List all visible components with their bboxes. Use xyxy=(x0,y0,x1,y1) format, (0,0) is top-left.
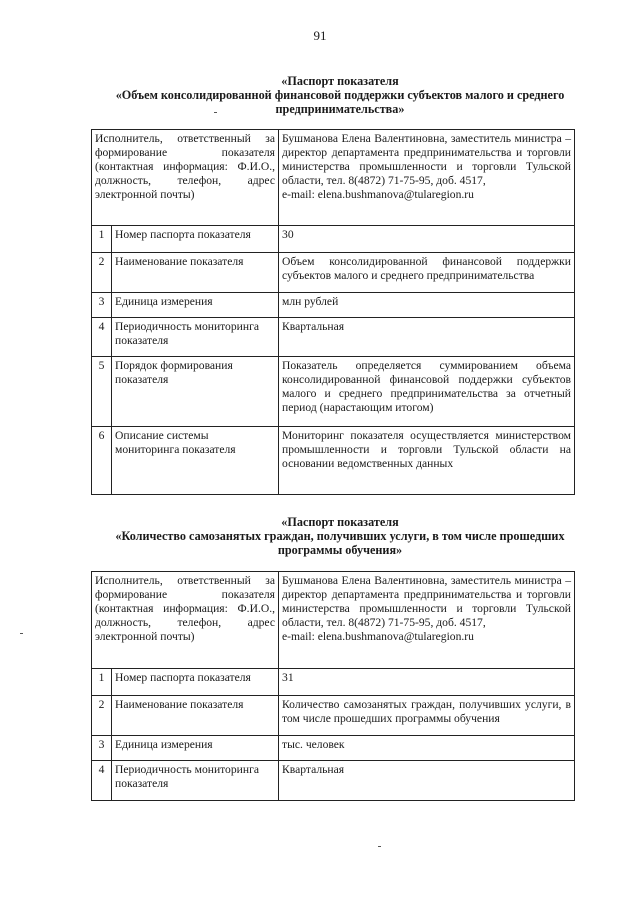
row-number: 6 xyxy=(92,427,112,495)
table-row xyxy=(92,293,575,318)
executor-row xyxy=(92,130,575,226)
table-row xyxy=(92,357,575,427)
passport-2-table xyxy=(91,571,575,801)
executor-contact: Бушманова Елена Валентиновна, заместитель министра – директор департамента предпринимательства и торговли министерства промышленности и торговли Тульской области, тел. 8(4872) 71-75-95, доб. 4517, xyxy=(282,574,571,629)
passport-1-heading-line1: «Паспорт показателя xyxy=(281,74,399,88)
row-number: 3 xyxy=(92,736,112,761)
executor-value xyxy=(279,130,575,226)
row-value: Показатель определяется суммированием объема консолидированной финансовой поддержки субъектов малого и среднего предпринимательства за отчетный период (нарастающим итогом) xyxy=(279,357,575,427)
row-value: Количество самозанятых граждан, получивших услуги, в том числе прошедших программы обучения xyxy=(279,696,575,736)
row-value: Объем консолидированной финансовой поддержки субъектов малого и среднего предпринимательства xyxy=(279,253,575,293)
row-label: Номер паспорта показателя xyxy=(112,226,279,253)
row-number: 2 xyxy=(92,696,112,736)
passport-1-heading-line3: предпринимательства» xyxy=(275,102,405,116)
row-value: 31 xyxy=(279,669,575,696)
scan-speck xyxy=(214,112,217,113)
passport-2-heading-line2: «Количество самозанятых граждан, получивших услуги, в том числе прошедших xyxy=(115,529,565,543)
table-row xyxy=(92,669,575,696)
passport-2-heading xyxy=(90,515,590,557)
row-number: 5 xyxy=(92,357,112,427)
row-label: Единица измерения xyxy=(112,293,279,318)
row-label: Единица измерения xyxy=(112,736,279,761)
row-label: Описание системы мониторинга показателя xyxy=(112,427,279,495)
scan-speck xyxy=(20,633,23,634)
page-number: 91 xyxy=(313,28,327,43)
row-label: Периодичность мониторинга показателя xyxy=(112,318,279,357)
row-label: Номер паспорта показателя xyxy=(112,669,279,696)
passport-1-heading-line2: «Объем консолидированной финансовой поддержки субъектов малого и среднего xyxy=(115,88,565,102)
row-value: Мониторинг показателя осуществляется министерством промышленности и торговли Тульской области на основании ведомственных данных xyxy=(279,427,575,495)
passport-2-heading-line3: программы обучения» xyxy=(277,543,403,557)
table-row xyxy=(92,761,575,801)
executor-label: Исполнитель, ответственный за формирование показателя (контактная информация: Ф.И.О., должность, телефон, адрес электронной почты) xyxy=(92,130,279,226)
table-row xyxy=(92,318,575,357)
table-row xyxy=(92,226,575,253)
executor-row xyxy=(92,572,575,669)
row-number: 3 xyxy=(92,293,112,318)
executor-email: e-mail: elena.bushmanova@tularegion.ru xyxy=(282,188,474,201)
row-value: Квартальная xyxy=(279,761,575,801)
row-label: Порядок формирования показателя xyxy=(112,357,279,427)
row-number: 4 xyxy=(92,761,112,801)
passport-1-table xyxy=(91,129,575,495)
executor-label: Исполнитель, ответственный за формирование показателя (контактная информация: Ф.И.О., должность, телефон, адрес электронной почты) xyxy=(92,572,279,669)
row-number: 4 xyxy=(92,318,112,357)
table-row xyxy=(92,736,575,761)
row-label: Наименование показателя xyxy=(112,253,279,293)
row-value: 30 xyxy=(279,226,575,253)
table-row xyxy=(92,696,575,736)
passport-1-heading xyxy=(90,74,590,116)
table-row xyxy=(92,427,575,495)
table-row xyxy=(92,253,575,293)
executor-value xyxy=(279,572,575,669)
executor-contact: Бушманова Елена Валентиновна, заместитель министра – директор департамента предпринимательства и торговли министерства промышленности и торговли Тульской области, тел. 8(4872) 71-75-95, доб. 4517, xyxy=(282,132,571,187)
row-value: млн рублей xyxy=(279,293,575,318)
row-number: 1 xyxy=(92,669,112,696)
row-label: Наименование показателя xyxy=(112,696,279,736)
scan-speck xyxy=(378,846,381,847)
row-number: 1 xyxy=(92,226,112,253)
row-value: тыс. человек xyxy=(279,736,575,761)
row-value: Квартальная xyxy=(279,318,575,357)
passport-2-heading-line1: «Паспорт показателя xyxy=(281,515,399,529)
row-number: 2 xyxy=(92,253,112,293)
row-label: Периодичность мониторинга показателя xyxy=(112,761,279,801)
executor-email: e-mail: elena.bushmanova@tularegion.ru xyxy=(282,630,474,643)
